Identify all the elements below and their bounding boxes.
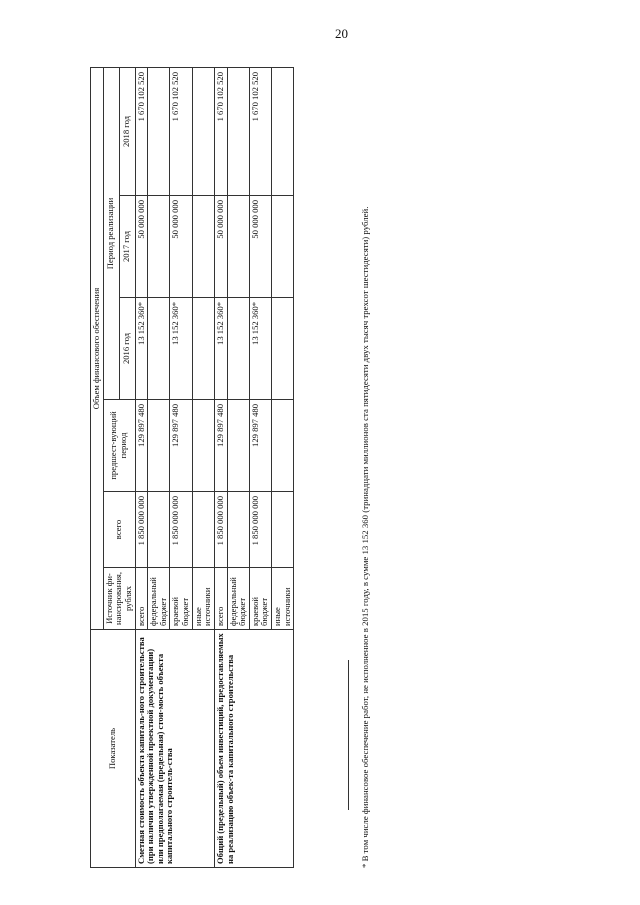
- rotated-table-container: [90, 68, 350, 868]
- source-cell: краевой бюджет: [170, 568, 192, 630]
- y2017-cell: [192, 196, 214, 298]
- total-cell: [148, 492, 170, 568]
- source-cell: федеральный бюджет: [148, 568, 170, 630]
- footnote: * В том числе финансовое обеспечение работ, не исполненное в 2015 году, в сумме 13 152 360 (тринадцати миллионов ста пятидесяти двух тысяч трехсот шестидесяти) рублей.: [360, 206, 370, 868]
- y2016-cell: 13 152 360*: [249, 298, 271, 400]
- y2018-cell: 1 670 102 520: [214, 68, 227, 196]
- y2017-cell: 50 000 000: [135, 196, 148, 298]
- indicator-cell: Общий (предельный) объем инвестиций, предоставляемых на реализацию объек-та капитального строительства: [214, 630, 293, 868]
- y2018-cell: [148, 68, 170, 196]
- y2016-cell: [227, 298, 249, 400]
- y2018-cell: 1 670 102 520: [135, 68, 148, 196]
- prev-cell: [192, 400, 214, 492]
- header-period: Период реализации: [103, 68, 119, 400]
- total-cell: [192, 492, 214, 568]
- y2018-cell: [272, 68, 294, 196]
- y2016-cell: 13 152 360*: [170, 298, 192, 400]
- y2016-cell: [272, 298, 294, 400]
- prev-cell: [148, 400, 170, 492]
- y2017-cell: [227, 196, 249, 298]
- source-cell: всего: [214, 568, 227, 630]
- total-cell: 1 850 000 000: [214, 492, 227, 568]
- prev-cell: [227, 400, 249, 492]
- total-cell: 1 850 000 000: [249, 492, 271, 568]
- total-cell: [227, 492, 249, 568]
- table-row: [135, 68, 148, 868]
- indicator-cell: Сметная стоимость объекта капиталь-ного строительства (при наличии утвержденной проектной документации) или предполагаемая (предельная) стои-мость объекта капитального строитель-ства: [135, 630, 214, 868]
- source-cell: краевой бюджет: [249, 568, 271, 630]
- prev-cell: 129 897 480: [214, 400, 227, 492]
- prev-cell: 129 897 480: [170, 400, 192, 492]
- total-cell: [272, 492, 294, 568]
- y2018-cell: 1 670 102 520: [170, 68, 192, 196]
- header-year-2017: 2017 год: [119, 196, 135, 298]
- footnote-separator: [348, 660, 349, 810]
- prev-cell: 129 897 480: [135, 400, 148, 492]
- y2017-cell: [148, 196, 170, 298]
- total-cell: 1 850 000 000: [170, 492, 192, 568]
- header-previous-period: предшест-вующий период: [103, 400, 135, 492]
- y2016-cell: [148, 298, 170, 400]
- financing-table: [90, 67, 294, 868]
- y2017-cell: [272, 196, 294, 298]
- source-cell: иные источники: [272, 568, 294, 630]
- y2018-cell: [227, 68, 249, 196]
- prev-cell: [272, 400, 294, 492]
- header-volume: Объем финансового обеспечения: [91, 68, 104, 630]
- y2018-cell: 1 670 102 520: [249, 68, 271, 196]
- y2017-cell: 50 000 000: [170, 196, 192, 298]
- y2016-cell: 13 152 360*: [214, 298, 227, 400]
- header-year-2018: 2018 год: [119, 68, 135, 196]
- source-cell: иные источники: [192, 568, 214, 630]
- header-year-2016: 2016 год: [119, 298, 135, 400]
- y2016-cell: [192, 298, 214, 400]
- header-source: Источник фи-нансирования, рублях: [103, 568, 135, 630]
- table-row: [214, 68, 227, 868]
- header-row-1: [91, 68, 104, 868]
- prev-cell: 129 897 480: [249, 400, 271, 492]
- y2018-cell: [192, 68, 214, 196]
- header-indicator: Показатель: [91, 630, 136, 868]
- page-number: 20: [335, 26, 348, 41]
- source-cell: всего: [135, 568, 148, 630]
- y2017-cell: 50 000 000: [249, 196, 271, 298]
- y2016-cell: 13 152 360*: [135, 298, 148, 400]
- total-cell: 1 850 000 000: [135, 492, 148, 568]
- y2017-cell: 50 000 000: [214, 196, 227, 298]
- source-cell: федеральный бюджет: [227, 568, 249, 630]
- header-total: всего: [103, 492, 135, 568]
